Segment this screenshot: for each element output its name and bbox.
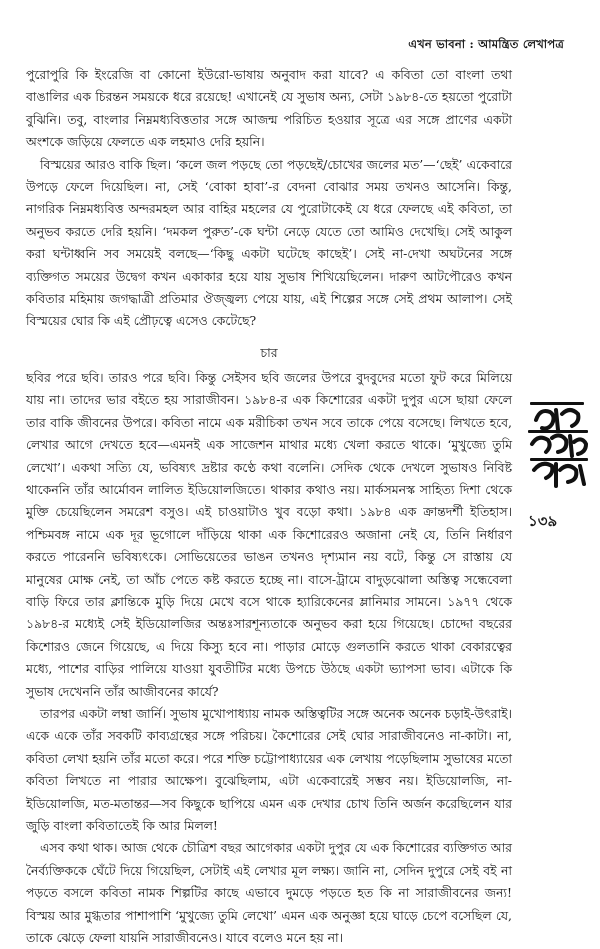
body-text <box>26 64 512 949</box>
paragraph: এসব কথা থাক। আজ থেকে চৌত্রিশ বছর আগেকার একটা দুপুর যে এক কিশোরের ব্যক্তিগত আর নৈর্ব্যক্তিককে ঘেঁটে দিয়ে গিয়েছিল, সেটাই এই লেখার মূল লক্ষ্য। জানি না, সেদিন দুপুরে সেই বই না পড়তে বসলে কবিতা নামক শিল্পটির কাছে এভাবে দুমড়ে পড়তে হত কি না সারাজীবনের জন্য! বিস্ময় আর মুগ্ধতার পাশাপাশি ‘মুখুজ্যে তুমি লেখো’ এমন এক অনুজ্ঞা হয়ে ঘাড়ে চেপে বসেছিল যে, তাকে ঝেড়ে ফেলা যায়নি সারাজীবনেও। যাবে বলেও মনে হয় না। <box>26 840 512 946</box>
page-number: ১৩৯ <box>528 512 558 530</box>
paragraph: বিস্ময়ের আরও বাকি ছিল। ‘কলে জল পড়ছে তো পড়ছেই/চোখের জলের মত’—‘ছেই’ একেবারে উপড়ে ফেলে দিয়েছিল। না, সেই ‘বোকা হাবা’-র বেদনা বোঝার সময় তখনও আসেনি। কিন্তু, নাগরিক নিম্নমধ্যবিত্ত অন্দরমহল আর বাহির মহলের যে পুরোটাকেই যে ধরে ফেলছে এই কবিতা, তা অনুভব করতে দেরি হয়নি। ‘দমকল পুরুত’-কে ঘন্টা নেড়ে যেতে তো আমিও দেখেছি। সেই আকুল করা ঘন্টাধ্বনি সব সময়েই বলছে—‘কিছু একটা ঘটেছে কাছেই’। সেই না-দেখা অঘটনের সঙ্গে ব্যক্তিগত সময়ের উদ্বেগ কখন একাকার হয়ে যায় সুভাষ শিখিয়েছিলেন। দারুণ আটপৌরেও কখন কবিতার মহিমায় জগদ্ধাত্রী প্রতিমার ঔজ্জ্বল্য পেয়ে যায়, এই শিল্পের সঙ্গে সেই প্রথম আলাপ। সেই বিস্ময়ের ঘোর কি এই প্রৌঢ়ত্বে এসেও কেটেছে? <box>26 156 512 329</box>
section-heading: চার <box>260 344 278 360</box>
running-header: এখন ভাবনা : আমন্ত্রিত লেখাপত্র <box>408 37 564 51</box>
kobi-subhash-shatabarsha-logo <box>522 400 594 496</box>
paragraph: তারপর একটা লম্বা জার্নি। সুভাষ মুখোপাধ্যায় নামক অস্তিত্বটির সঙ্গে অনেক অনেক চড়াই-উৎরাই। একে একে তাঁর সবকটি কাব্যগ্রন্থের সঙ্গে পরিচয়। কৈশোরের সেই ঘোর সারাজীবনেও না-কাটা। না, কবিতা লেখা হয়নি তাঁর মতো করে। পরে শক্তি চট্টোপাধ্যায়ের এক লেখায় পড়েছিলাম সুভাষের মতো কবিতা লিখতে না পারার আক্ষেপ। বুঝেছিলাম, এটা একেবারেই সম্ভব নয়। ইডিয়োলজি, না-ইডিয়োলজি, মত-মতান্তর—সব কিছুকে ছাপিয়ে এমন এক দেখার চোখ তিনি অর্জন করেছিলেন যার জুড়ি বাংলা কবিতাতেই কি আর মিলল! <box>26 705 512 833</box>
paragraph: ছবির পরে ছবি। তারও পরে ছবি। কিন্তু সেইসব ছবি জলের উপরে বুদবুদের মতো ফুট করে মিলিয়ে যায় না। তাদের ভার বইতে হয় সারাজীবন। ১৯৮৪-র এক কিশোরের একটা দুপুর এসে ছায়া ফেলে তার বাকি জীবনের উপরে। কবিতা নামে এক মরীচিকা তখন সবে তাকে পেয়ে বসেছে। লিখতে হবে, লেখার আগে দেখতে হবে—এমনই এক সাজেশন মাথার মধ্যে খেলা করতে থাকে। ‘মুখুজ্যে তুমি লেখো’। একথা সত্যি যে, ভবিষ্যৎ দ্রষ্টার কণ্ঠে কথা বলেনি। সেদিক থেকে দেখলে সুভাষও নিবিষ্ট থাকেননি তাঁর আর্মোবন লালিত ইডিয়োলজিতে। থাকার কথাও নয়। মার্কসমনস্ক সাহিত্য দিশা থেকে মুক্তি চেয়েছিলেন সমরেশ বসুও। এই চাওয়াটাও খুব বড়ো কথা। ১৯৮৪ এক ক্রান্তদর্শী ইতিহাস। পশ্চিমবঙ্গ নামে এক দূর ভূগোলে দাঁড়িয়ে থাকা এক কিশোরেরও অজানা নেই যে, তিনি নির্ধারণ করতে পারেননি ভবিষ্যৎকে। সোভিয়েতের ভাঙন তখনও দৃশ্যমান নয় বটে, কিন্তু সে রাস্তায় যে মানুষের মোক্ষ নেই, তা আঁচ পেতে কষ্ট করতে হচ্ছে না। বাসে-ট্রামে বাদুড়ঝোলা অস্তিত্ব সন্ধেবেলা বাড়ি ফিরে তার ক্লান্তিকে মুড়ি দিয়ে মেখে বসে থাকে হ্যারিকেনের ম্লানিমার সামনে। ১৯৭৭ থেকে ১৯৮৪-র মধ্যেই সেই ইডিয়োলজির অন্তঃসারশূন্যতাকে অনুভব করা হয়ে গিয়েছে। চোদ্দো বছরের কিশোরও জেনে গিয়েছে, এ দিয়ে কিস্যু হবে না। পাড়ার মোড়ে গুলতানি করতে থাকা বেকারত্বের মধ্যে, পাশের বাড়ির পালিয়ে যাওয়া যুবতীটির মধ্যে উপচে উঠছে একটা ভ্যাপসা ভাব। এটাকে কি সুভাষ দেখেননি তাঁর আজীবনের কার্যে? <box>26 369 512 699</box>
paragraph: পুরোপুরি কি ইংরেজি বা কোনো ইউরো-ভাষায় অনুবাদ করা যাবে? এ কবিতা তো বাংলা তথা বাঙালির এক চিরন্তন সময়কে ধরে রয়েছে! এখানেই যে সুভাষ অন্য, সেটা ১৯৮৪-তে হয়তো পুরোটা বুঝিনি। তবু, বাংলার নিম্নমধ্যবিত্ততার সঙ্গে আজন্ম পরিচিত হওয়ার সূত্রে এর সঙ্গে প্রাণের একটা অংশকে জড়িয়ে ফেলতে এক লহমাও দেরি হয়নি। <box>26 67 512 150</box>
